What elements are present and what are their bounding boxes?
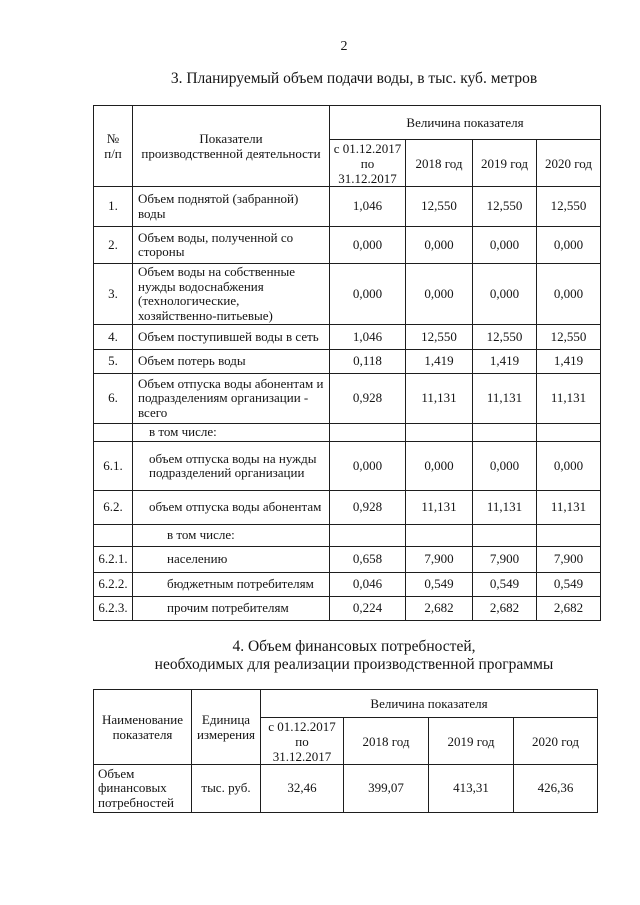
financial-needs-title-line: 4. Объем финансовых потребностей, xyxy=(232,638,476,655)
value-cell: 1,419 xyxy=(473,350,537,374)
indicator-label: Объем поднятой (забранной) воды xyxy=(133,187,330,227)
row-number: 3. xyxy=(94,264,133,325)
row-number: 6.2.1. xyxy=(94,547,133,573)
value-cell: 399,07 xyxy=(344,765,429,813)
value-cell: 0,000 xyxy=(537,227,601,264)
value-cell: 1,419 xyxy=(537,350,601,374)
indicator-label: Объем финансовых потребностей xyxy=(94,765,192,813)
value-cell: 0,549 xyxy=(537,573,601,597)
value-cell: 1,046 xyxy=(330,325,406,350)
value-cell: 0,000 xyxy=(406,227,473,264)
value-cell: 12,550 xyxy=(537,325,601,350)
indicator-label: Объем воды, полученной со стороны xyxy=(133,227,330,264)
row-number: 6.2. xyxy=(94,491,133,525)
table-row xyxy=(94,491,601,525)
table-row xyxy=(94,597,601,621)
row-number: 4. xyxy=(94,325,133,350)
value-cell: 0,000 xyxy=(330,264,406,325)
indicator-label: Объем отпуска воды абонентам и подразделениям организации - всего xyxy=(133,374,330,424)
indicator-label: бюджетным потребителям xyxy=(133,573,330,597)
value-cell: 0,000 xyxy=(330,442,406,491)
value-cell: 0,000 xyxy=(473,442,537,491)
value-cell: 7,900 xyxy=(537,547,601,573)
column-header-indicator: Показатели производственной деятельности xyxy=(133,106,330,187)
row-number: 6.2.2. xyxy=(94,573,133,597)
empty-cell xyxy=(473,525,537,547)
empty-cell xyxy=(537,424,601,442)
breakdown-row xyxy=(94,424,601,442)
financial-needs-section-title xyxy=(102,638,606,674)
row-number: 2. xyxy=(94,227,133,264)
breakdown-label: в том числе: xyxy=(133,525,330,547)
value-cell: 0,000 xyxy=(473,227,537,264)
value-cell: 426,36 xyxy=(514,765,598,813)
value-cell: 7,900 xyxy=(406,547,473,573)
table-row xyxy=(94,350,601,374)
value-cell: 0,928 xyxy=(330,374,406,424)
value-cell: 0,000 xyxy=(537,264,601,325)
empty-cell xyxy=(406,525,473,547)
row-number: 6.1. xyxy=(94,442,133,491)
unit-cell: тыс. руб. xyxy=(192,765,261,813)
table-row xyxy=(94,547,601,573)
value-cell: 0,000 xyxy=(330,227,406,264)
breakdown-row xyxy=(94,525,601,547)
indicator-label: Объем потерь воды xyxy=(133,350,330,374)
empty-cell xyxy=(406,424,473,442)
indicator-label: населению xyxy=(133,547,330,573)
row-number: 6.2.3. xyxy=(94,597,133,621)
indicator-label: Объем поступившей воды в сеть xyxy=(133,325,330,350)
indicator-label: объем отпуска воды абонентам xyxy=(133,491,330,525)
table-row xyxy=(94,374,601,424)
value-cell: 0,549 xyxy=(406,573,473,597)
table-row xyxy=(94,227,601,264)
value-cell: 2,682 xyxy=(473,597,537,621)
value-cell: 12,550 xyxy=(537,187,601,227)
column-header-period: 2020 год xyxy=(514,718,598,765)
water-supply-section-title: 3. Планируемый объем подачи воды, в тыс. куб. метров xyxy=(170,70,538,87)
indicator-label: Объем воды на собственные нужды водоснабжения (технологические, хозяйственно-питьевые) xyxy=(133,264,330,325)
header-row xyxy=(94,690,598,718)
column-header-value-group: Величина показателя xyxy=(330,106,601,140)
value-cell: 0,118 xyxy=(330,350,406,374)
page-number: 2 xyxy=(340,39,348,54)
empty-cell xyxy=(94,525,133,547)
value-cell: 11,131 xyxy=(537,491,601,525)
value-cell: 0,000 xyxy=(406,264,473,325)
breakdown-label: в том числе: xyxy=(133,424,330,442)
financial-needs-title-line: необходимых для реализации производственной программы xyxy=(154,656,554,673)
value-cell: 0,046 xyxy=(330,573,406,597)
table-row xyxy=(94,442,601,491)
empty-cell xyxy=(473,424,537,442)
value-cell: 0,658 xyxy=(330,547,406,573)
value-cell: 1,419 xyxy=(406,350,473,374)
indicator-label: объем отпуска воды на нужды подразделений организации xyxy=(133,442,330,491)
column-header-period: 2020 год xyxy=(537,140,601,187)
value-cell: 0,000 xyxy=(537,442,601,491)
empty-cell xyxy=(330,525,406,547)
row-number: 5. xyxy=(94,350,133,374)
column-header-period: 2018 год xyxy=(406,140,473,187)
column-header-unit: Единица измерения xyxy=(192,690,261,765)
value-cell: 11,131 xyxy=(406,491,473,525)
value-cell: 12,550 xyxy=(473,325,537,350)
value-cell: 7,900 xyxy=(473,547,537,573)
table-row xyxy=(94,573,601,597)
value-cell: 0,000 xyxy=(473,264,537,325)
column-header-period: 2018 год xyxy=(344,718,429,765)
table-row xyxy=(94,187,601,227)
column-header-period: 2019 год xyxy=(429,718,514,765)
column-header-value-group: Величина показателя xyxy=(261,690,598,718)
table-row xyxy=(94,264,601,325)
row-number: 6. xyxy=(94,374,133,424)
value-cell: 0,928 xyxy=(330,491,406,525)
empty-cell xyxy=(330,424,406,442)
value-cell: 11,131 xyxy=(473,374,537,424)
column-header-indicator-name: Наименование показателя xyxy=(94,690,192,765)
row-number: 1. xyxy=(94,187,133,227)
value-cell: 12,550 xyxy=(406,325,473,350)
header-row xyxy=(94,106,601,140)
empty-cell xyxy=(94,424,133,442)
value-cell: 0,224 xyxy=(330,597,406,621)
value-cell: 0,000 xyxy=(406,442,473,491)
table-row xyxy=(94,765,598,813)
water-supply-table xyxy=(93,105,601,621)
column-header-number: № п/п xyxy=(94,106,133,187)
value-cell: 11,131 xyxy=(537,374,601,424)
value-cell: 12,550 xyxy=(406,187,473,227)
financial-needs-table xyxy=(93,689,598,813)
column-header-period: с 01.12.2017 по 31.12.2017 xyxy=(330,140,406,187)
table-row xyxy=(94,325,601,350)
value-cell: 1,046 xyxy=(330,187,406,227)
value-cell: 11,131 xyxy=(473,491,537,525)
value-cell: 2,682 xyxy=(406,597,473,621)
value-cell: 0,549 xyxy=(473,573,537,597)
column-header-period: 2019 год xyxy=(473,140,537,187)
value-cell: 11,131 xyxy=(406,374,473,424)
value-cell: 2,682 xyxy=(537,597,601,621)
value-cell: 12,550 xyxy=(473,187,537,227)
column-header-period: с 01.12.2017 по 31.12.2017 xyxy=(261,718,344,765)
value-cell: 32,46 xyxy=(261,765,344,813)
empty-cell xyxy=(537,525,601,547)
value-cell: 413,31 xyxy=(429,765,514,813)
indicator-label: прочим потребителям xyxy=(133,597,330,621)
